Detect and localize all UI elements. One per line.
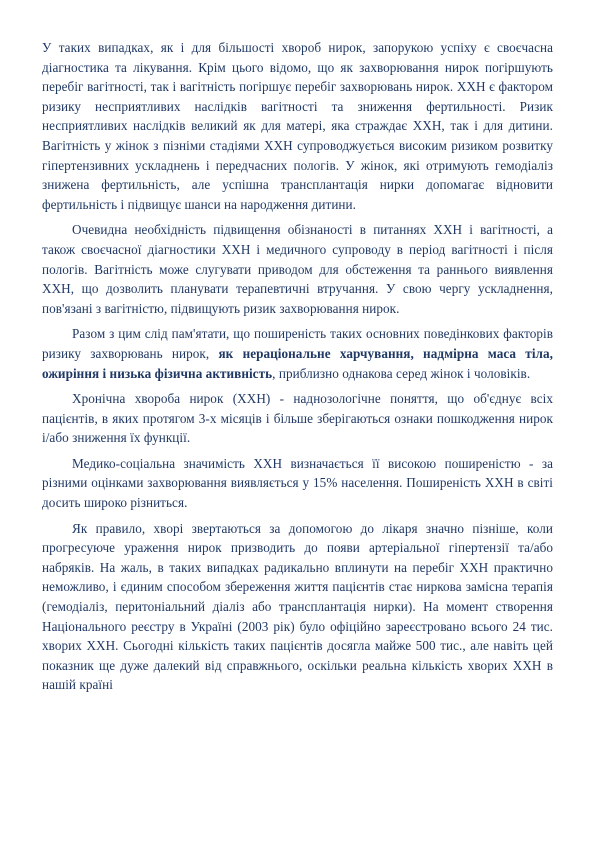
risk-factors-text-start: Разом з цим слід пам'ятати, що поширеність таких основних поведінкових факторів ризику захворювань нирок, [42, 326, 553, 361]
paragraph-awareness: Очевидна необхідність підвищення обізнаності в питаннях ХХН і вагітності, а також своєчасної діагностики ХХН і медичного супроводу в період вагітності і після пологів. Вагітність може слугувати приводом для обстеження та раннього виявлення ХХН, що дозволить планувати терапевтичні втручання. У свою чергу ускладнення, пов'язані з вагітністю, підвищують ризик захворювання нирок. [42, 222, 553, 316]
paragraph-pregnancy-risk: У таких випадках, як і для більшості хвороб нирок, запорукою успіху є своєчасна діагностика та лікування. Крім цього відомо, що як захворювання нирок погіршують перебіг вагітності, так і вагітність погіршує перебіг захворювань нирок. ХХН є фактором ризику несприятливих наслідків вагітності та зниження фертильності. Ризик несприятливих наслідків великий як для матері, яка страждає ХХН, так і для дитини. Вагітність у жінок з пізніми стадіями ХХН супроводжується високим ризиком розвитку гіпертензивних ускладнень і передчасних пологів. У жінок, які отримують гемодіаліз знижена фертильність, але успішна трансплантація нирки допомагає відновити фертильність і підвищує шанси на народження дитини. [42, 40, 553, 212]
paragraph-ckd-definition: Хронічна хвороба нирок (ХХН) - наднозологічне поняття, що об'єднує всіх пацієнтів, в яких протягом 3-х місяців і більше зберігаються ознаки пошкодження нирок і/або зниження їх функції. [42, 391, 553, 446]
document-page [42, 38, 553, 701]
risk-factors-text-end: , приблизно однакова серед жінок і чоловіків. [272, 365, 531, 381]
paragraph-prevalence: Медико-соціальна значимість ХХН визначається її високою поширеністю - за різними оцінками захворювання виявляється у 15% населення. Поширеність ХХН в світі досить широко різниться. [42, 455, 553, 511]
paragraph-late-diagnosis: Як правило, хворі звертаються за допомогою до лікаря значно пізніше, коли прогресуюче ураження нирок призводить до появи артеріальної гіпертензії та/або набряків. На жаль, в таких випадках радикально вплинути на перебіг ХХН практично неможливо, і єдиним способом збереження життя пацієнтів стає ниркова замісна терапія (гемодіаліз, перитоніальний діаліз або трансплантація нирки). На момент створення Національного реєстру в Україні (2003 рік) було офіційно зареєстровано всього 24 тис. хворих ХХН. Сьогодні кількість таких пацієнтів досягла майже 500 тис., але навіть цей показник ще дуже далекий від справжнього, оскільки реальна кількість хворих ХХН в нашій країні [42, 520, 553, 693]
paragraph-risk-factors [42, 324, 553, 383]
risk-factors-bold-text: як нераціональне харчування, надмірна маса тіла, ожиріння і низька фізична активність [42, 345, 553, 381]
